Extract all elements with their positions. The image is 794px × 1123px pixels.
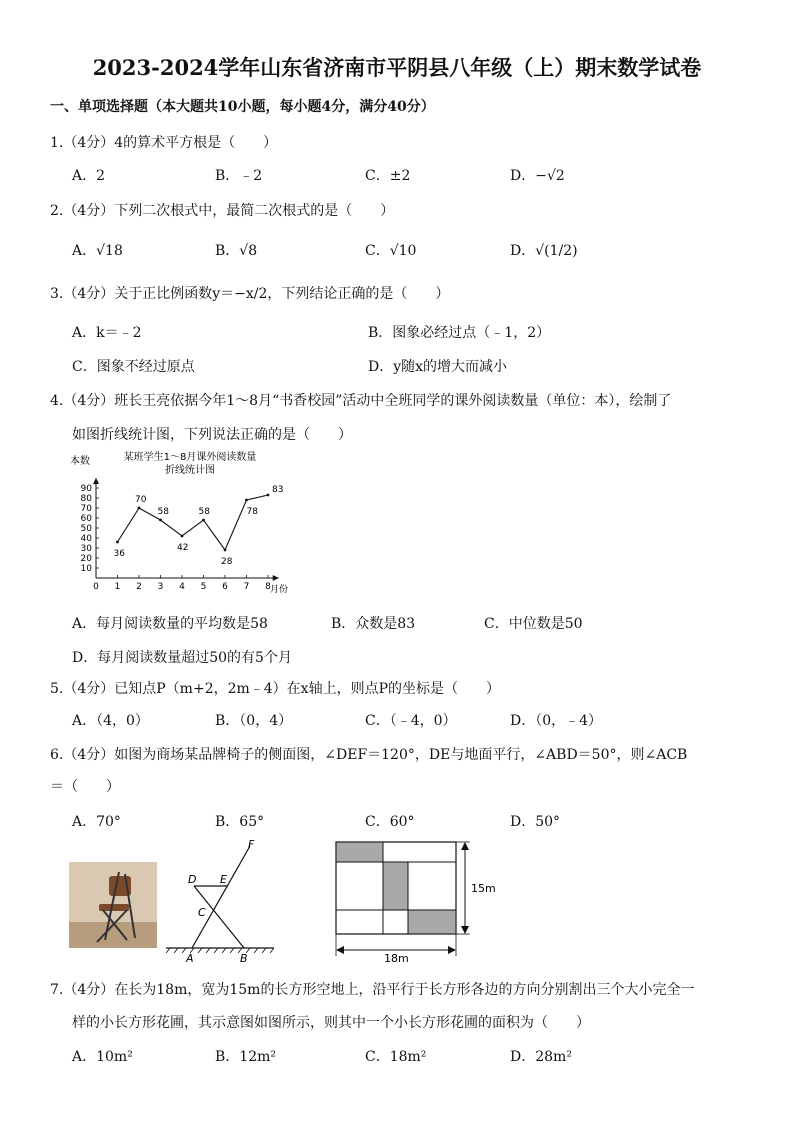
y-tick-label: 30 — [80, 544, 92, 554]
chair-photo — [69, 862, 157, 948]
y-tick-label: 20 — [80, 554, 92, 564]
question-7-stem-line1: 7.（4分）在长为18m，宽为15m的长方形空地上，沿平行于长方形各边的方向分别割出三个大小完全一 — [50, 982, 695, 998]
q7-option-c: C．18m² — [365, 1049, 427, 1065]
q1-option-a: A．2 — [72, 168, 106, 184]
q7-option-d: D．28m² — [510, 1049, 572, 1065]
data-label: 28 — [221, 557, 233, 567]
question-6-stem-line2: ＝（ ） — [50, 779, 120, 795]
x-tick-label: 1 — [114, 582, 121, 592]
q4-option-d: D．每月阅读数量超过50的有5个月 — [72, 650, 292, 666]
data-point — [181, 535, 184, 538]
data-label: 78 — [246, 507, 258, 517]
y-tick-label: 40 — [80, 534, 92, 544]
question-2-stem: 2.（4分）下列二次根式中，最简二次根式的是（ ） — [50, 203, 395, 219]
label-b: B — [240, 952, 248, 964]
data-label: 70 — [135, 495, 147, 505]
label-e: E — [220, 873, 227, 886]
y-tick-label: 90 — [80, 484, 92, 494]
chart-marks — [114, 485, 284, 567]
x-axis-label: 月份 — [270, 585, 289, 595]
y-tick-label: 60 — [80, 514, 92, 524]
x-tick-label: 3 — [157, 582, 164, 592]
q2-option-d: D．√(1/2) — [510, 243, 578, 259]
y-tick-label: 50 — [80, 524, 92, 534]
data-point — [138, 507, 141, 510]
x-tick-label: 0 — [93, 582, 99, 592]
chart-title: 某班学生1～8月课外阅读数量 — [123, 452, 257, 463]
label-d: D — [188, 873, 197, 886]
data-label: 58 — [198, 507, 210, 517]
data-point — [224, 549, 227, 552]
q4-option-b: B．众数是83 — [331, 616, 416, 632]
page-title: 2023-2024学年山东省济南市平阴县八年级（上）期末数学试卷 — [92, 55, 702, 80]
label-a: A — [186, 952, 194, 964]
data-point — [245, 499, 248, 502]
q5-option-d: D．（0，﹣4） — [510, 713, 603, 729]
chart-title-group — [124, 450, 257, 476]
chart-axes — [93, 478, 279, 581]
question-4-stem-line1: 4.（4分）班长王亮依据今年1～8月“书香校园”活动中全班同学的课外阅读数量（单位：本），绘制了 — [50, 393, 672, 409]
data-point — [116, 541, 119, 544]
data-label: 83 — [272, 485, 284, 495]
q1-option-c: C．±2 — [365, 168, 411, 184]
x-tick-label: 7 — [243, 582, 250, 592]
flowerbed-1 — [336, 842, 383, 862]
data-point — [267, 494, 270, 497]
x-tick-label: 8 — [265, 582, 271, 592]
q3-option-b: B．图象必经过点（﹣1，2） — [368, 325, 551, 341]
reading-line-chart — [62, 448, 292, 598]
q5-option-c: C．（﹣4，0） — [365, 713, 457, 729]
label-c: C — [198, 906, 206, 919]
flowerbed-diagram — [330, 836, 505, 964]
question-7-stem-line2: 样的小长方形花圃，其示意图如图所示，则其中一个小长方形花圃的面积为（ ） — [72, 1015, 590, 1031]
x-axis-arrow — [273, 575, 279, 581]
q5-option-a: A．（4，0） — [72, 713, 149, 729]
q3-option-d: D．y随x的增大而减小 — [368, 359, 508, 375]
q3-option-a: A．k＝﹣2 — [72, 325, 142, 341]
question-4-stem-line2: 如图折线统计图，下列说法正确的是（ ） — [72, 427, 352, 443]
question-5-stem: 5.（4分）已知点P（m+2，2m﹣4）在x轴上，则点P的坐标是（ ） — [50, 681, 501, 697]
data-label: 58 — [157, 507, 169, 517]
data-point — [202, 519, 205, 522]
question-3-stem: 3.（4分）关于正比例函数y＝−x/2，下列结论正确的是（ ） — [50, 286, 450, 302]
q6-option-a: A．70° — [72, 814, 121, 830]
data-label: 42 — [177, 543, 189, 553]
q1-option-b: B．﹣2 — [215, 168, 263, 184]
y-tick-label: 80 — [80, 494, 92, 504]
label-f: F — [248, 838, 255, 851]
q2-option-a: A．√18 — [72, 243, 123, 259]
x-tick-label: 4 — [179, 582, 185, 592]
question-6-stem-line1: 6.（4分）如图为商场某品牌椅子的侧面图，∠DEF＝120°，DE与地面平行，∠ABD＝50°，则∠ACB — [50, 747, 688, 763]
width-label: 18m — [384, 952, 409, 964]
y-tick-label: 70 — [80, 504, 92, 514]
question-1-stem: 1.（4分）4的算术平方根是（ ） — [50, 135, 278, 151]
y-axis-arrow — [93, 478, 99, 484]
flowerbed-2 — [383, 862, 408, 910]
data-point — [159, 519, 162, 522]
q5-option-b: B．（0，4） — [215, 713, 293, 729]
q2-option-b: B．√8 — [215, 243, 258, 259]
q3-option-c: C．图象不经过原点 — [72, 359, 195, 375]
q4-option-a: A．每月阅读数量的平均数是58 — [72, 616, 268, 632]
height-label: 15m — [471, 882, 496, 895]
q1-option-d: D．−√2 — [510, 168, 565, 184]
y-axis-label: 本数 — [70, 456, 90, 467]
q6-option-c: C．60° — [365, 814, 415, 830]
q6-option-d: D．50° — [510, 814, 561, 830]
x-tick-label: 2 — [136, 582, 142, 592]
x-tick-label: 6 — [222, 582, 228, 592]
data-label: 36 — [113, 549, 125, 559]
q7-option-a: A．10m² — [72, 1049, 133, 1065]
y-tick-label: 10 — [80, 564, 92, 574]
q6-option-b: B．65° — [215, 814, 265, 830]
q7-option-b: B．12m² — [215, 1049, 276, 1065]
flowerbed-3 — [408, 910, 456, 934]
q4-option-c: C．中位数是50 — [484, 616, 583, 632]
q2-option-c: C．√10 — [365, 243, 417, 259]
chair-diagram — [162, 838, 282, 964]
section-heading: 一、单项选择题（本大题共10小题，每小题4分，满分40分） — [50, 99, 435, 115]
chart-ticks — [81, 484, 272, 592]
chart-subtitle: 折线统计图 — [165, 465, 215, 476]
x-tick-label: 5 — [200, 582, 207, 592]
